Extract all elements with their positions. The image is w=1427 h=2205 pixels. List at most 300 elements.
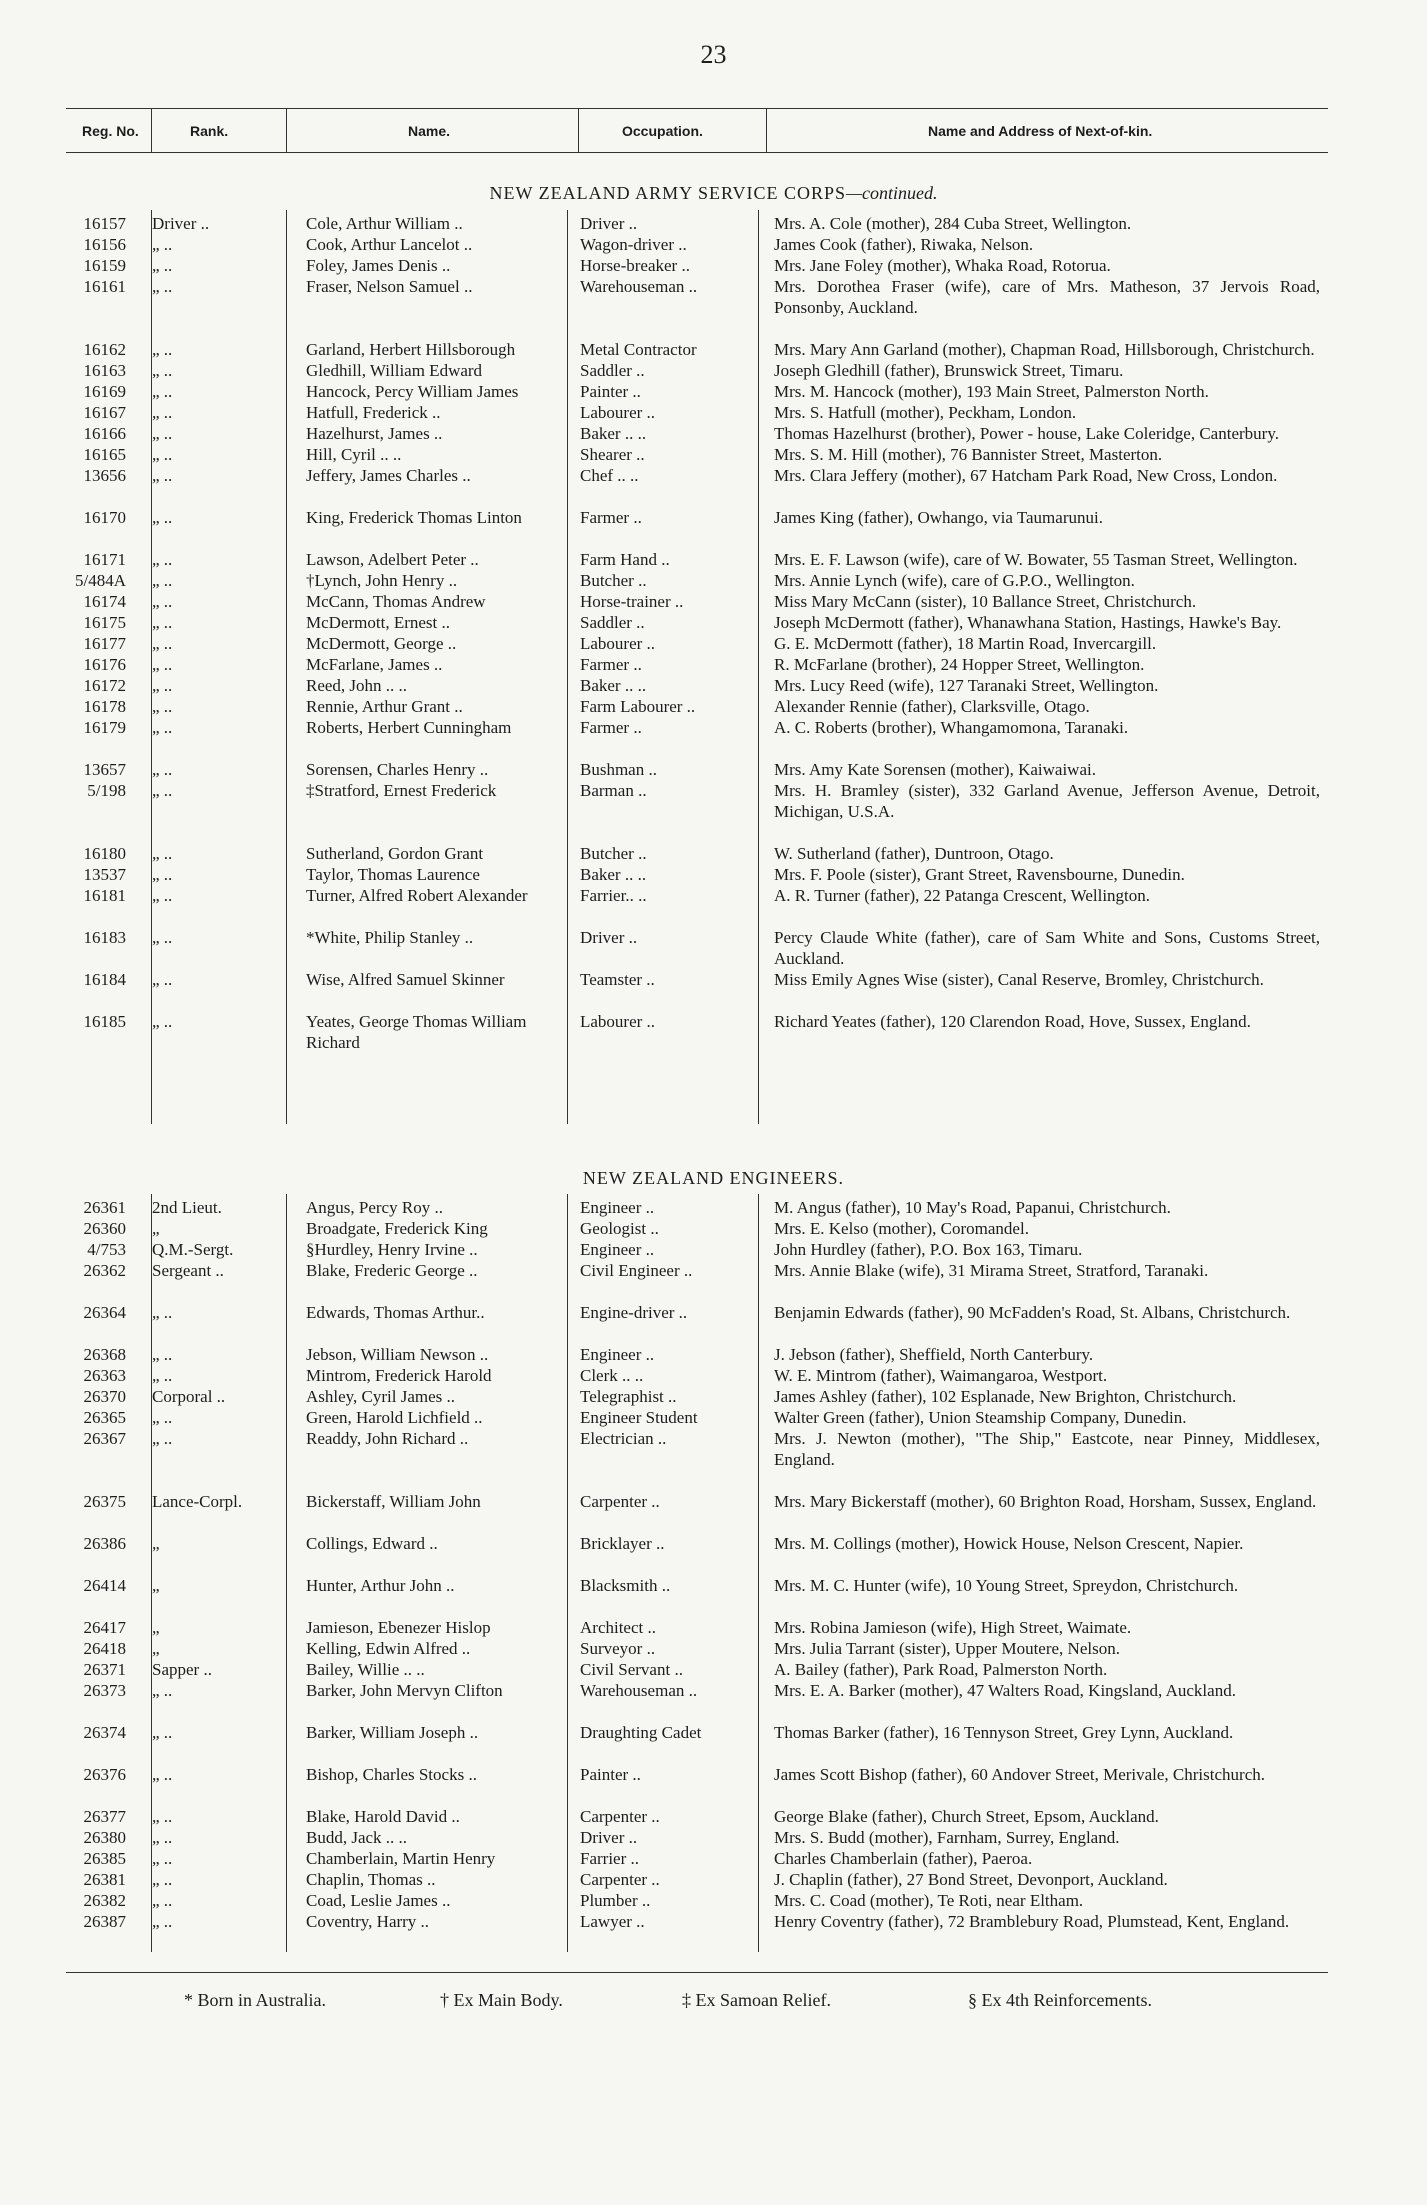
rank-cell: „ .. [152,1366,173,1385]
table-row [0,444,1427,465]
occupation-cell: Draughting Cadet [580,1723,702,1742]
table-row [0,465,1427,486]
reg-no-cell: 16180 [83,844,126,863]
occupation-cell: Engine-driver .. [580,1303,688,1322]
table-row [0,1827,1427,1848]
rank-cell: „ .. [152,550,173,569]
table-row [0,1722,1427,1743]
section-title-suffix: —continued. [846,183,938,203]
next-of-kin-cell: Mrs. Annie Lynch (wife), care of G.P.O., Wellington. [774,571,1135,590]
name-cell: Hill, Cyril .. .. [306,445,402,464]
rank-cell: „ .. [152,886,173,905]
name-cell: McFarlane, James .. [306,655,443,674]
table-row [0,570,1427,591]
rank-cell: „ .. [152,781,173,800]
name-cell: Barker, John Mervyn Clifton [306,1681,503,1700]
table-row [0,1869,1427,1890]
name-cell: Jebson, William Newson .. [306,1345,489,1364]
name-cell: Barker, William Joseph .. [306,1723,479,1742]
occupation-cell: Engineer Student [580,1408,698,1427]
next-of-kin-cell: James Ashley (father), 102 Esplanade, New Brighton, Christchurch. [774,1387,1237,1406]
rank-cell: „ .. [152,571,173,590]
reg-no-cell: 26376 [83,1765,126,1784]
table-row [0,696,1427,717]
section-title-text: NEW ZEALAND ARMY SERVICE CORPS [489,183,847,203]
rank-cell: „ [152,1219,160,1238]
table-row [0,780,1427,822]
occupation-cell: Barman .. [580,781,647,800]
reg-no-cell: 16157 [83,214,126,233]
table-row [0,1806,1427,1827]
rank-cell: Corporal .. [152,1387,226,1406]
name-cell: Hatfull, Frederick .. [306,403,441,422]
next-of-kin-cell: Walter Green (father), Union Steamship Company, Dunedin. [774,1408,1187,1427]
rank-cell: „ .. [152,1303,173,1322]
name-cell: Readdy, John Richard .. [306,1429,469,1448]
occupation-cell: Baker .. .. [580,676,647,695]
table-row [0,1386,1427,1407]
rank-cell: „ .. [152,1681,173,1700]
reg-no-cell: 5/198 [87,781,126,800]
table-row [0,276,1427,318]
name-cell: Turner, Alfred Robert Alexander [306,886,528,905]
next-of-kin-cell: Mrs. A. Cole (mother), 284 Cuba Street, Wellington. [774,214,1132,233]
next-of-kin-cell: G. E. McDermott (father), 18 Martin Road, Invercargill. [774,634,1157,653]
table-row [0,612,1427,633]
table-row [0,1428,1427,1470]
occupation-cell: Geologist .. [580,1219,659,1238]
name-cell: Blake, Frederic George .. [306,1261,478,1280]
reg-no-cell: 16184 [83,970,126,989]
table-row [0,1344,1427,1365]
reg-no-cell: 16185 [83,1012,126,1031]
header-top-rule [66,108,1328,109]
reg-no-cell: 26387 [83,1912,126,1931]
name-cell: Collings, Edward .. [306,1534,438,1553]
rank-cell: „ .. [152,1849,173,1868]
next-of-kin-cell: Percy Claude White (father), care of Sam White and Sons, Customs Street, Auckland. [774,928,1320,968]
occupation-cell: Plumber .. [580,1891,651,1910]
reg-no-cell: 26364 [83,1303,126,1322]
next-of-kin-cell: Miss Mary McCann (sister), 10 Ballance Street, Christchurch. [774,592,1197,611]
next-of-kin-cell: Mrs. E. Kelso (mother), Coromandel. [774,1219,1029,1238]
name-cell: Bailey, Willie .. .. [306,1660,425,1679]
name-cell: Cook, Arthur Lancelot .. [306,235,473,254]
reg-no-cell: 26385 [83,1849,126,1868]
occupation-cell: Engineer .. [580,1240,655,1259]
name-cell: Wise, Alfred Samuel Skinner [306,970,505,989]
rank-cell: „ .. [152,382,173,401]
name-cell: Edwards, Thomas Arthur.. [306,1303,485,1322]
table-row [0,1911,1427,1932]
table-row [0,1407,1427,1428]
rows-nzasc [0,213,1427,1053]
table-row [0,549,1427,570]
name-cell: Kelling, Edwin Alfred .. [306,1639,471,1658]
occupation-cell: Chef .. .. [580,466,639,485]
reg-no-cell: 26371 [83,1660,126,1679]
next-of-kin-cell: Mrs. Dorothea Fraser (wife), care of Mrs. Matheson, 37 Jervois Road, Ponsonby, Auckland. [774,277,1320,317]
reg-no-cell: 16161 [83,277,126,296]
reg-no-cell: 26418 [83,1639,126,1658]
occupation-cell: Driver .. [580,214,638,233]
footnote-ex-main-body: † Ex Main Body. [440,1990,563,2010]
rank-cell: „ .. [152,1429,173,1448]
name-cell: Hazelhurst, James .. [306,424,443,443]
next-of-kin-cell: Benjamin Edwards (father), 90 McFadden's Road, St. Albans, Christchurch. [774,1303,1291,1322]
name-cell: Yeates, George Thomas William Richard [306,1012,527,1052]
occupation-cell: Labourer .. [580,403,656,422]
occupation-cell: Civil Engineer .. [580,1261,693,1280]
reg-no-cell: 13657 [83,760,126,779]
name-cell: Chamberlain, Martin Henry [306,1849,496,1868]
name-cell: Foley, James Denis .. [306,256,451,275]
reg-no-cell: 16165 [83,445,126,464]
occupation-cell: Farmer .. [580,508,642,527]
name-cell: Sorensen, Charles Henry .. [306,760,489,779]
reg-no-cell: 4/753 [87,1240,126,1259]
header-separator-1 [151,108,152,152]
next-of-kin-cell: Mrs. Clara Jeffery (mother), 67 Hatcham Park Road, New Cross, London. [774,466,1278,485]
reg-no-cell: 16174 [83,592,126,611]
rank-cell: „ .. [152,1870,173,1889]
name-cell: *White, Philip Stanley .. [306,928,474,947]
table-row [0,1197,1427,1218]
reg-no-cell: 5/484A [75,571,126,590]
rank-cell: „ .. [152,256,173,275]
table-row [0,654,1427,675]
occupation-cell: Wagon-driver .. [580,235,687,254]
reg-no-cell: 26414 [83,1576,126,1595]
table-row [0,507,1427,528]
name-cell: Roberts, Herbert Cunningham [306,718,512,737]
next-of-kin-cell: Mrs. M. Collings (mother), Howick House, Nelson Crescent, Napier. [774,1534,1244,1553]
next-of-kin-cell: J. Jebson (father), Sheffield, North Canterbury. [774,1345,1094,1364]
reg-no-cell: 16156 [83,235,126,254]
rank-cell: „ [152,1618,160,1637]
rank-cell: „ .. [152,1012,173,1031]
occupation-cell: Driver .. [580,1828,638,1847]
name-cell: Ashley, Cyril James .. [306,1387,456,1406]
rank-cell: Sergeant .. [152,1261,224,1280]
rank-cell: 2nd Lieut. [152,1198,222,1217]
rank-cell: „ .. [152,655,173,674]
next-of-kin-cell: Mrs. Julia Tarrant (sister), Upper Moutere, Nelson. [774,1639,1120,1658]
rank-cell: „ .. [152,760,173,779]
next-of-kin-cell: A. R. Turner (father), 22 Patanga Crescent, Wellington. [774,886,1151,905]
rank-cell: „ .. [152,403,173,422]
reg-no-cell: 16175 [83,613,126,632]
name-cell: Broadgate, Frederick King [306,1219,488,1238]
name-cell: Taylor, Thomas Laurence [306,865,480,884]
occupation-cell: Warehouseman .. [580,277,698,296]
rank-cell: „ .. [152,277,173,296]
footnote-ex-samoan-relief: ‡ Ex Samoan Relief. [682,1990,831,2010]
reg-no-cell: 26374 [83,1723,126,1742]
reg-no-cell: 16179 [83,718,126,737]
occupation-cell: Baker .. .. [580,424,647,443]
name-cell: Jamieson, Ebenezer Hislop [306,1618,491,1637]
header-separator-4 [766,108,767,152]
reg-no-cell: 26375 [83,1492,126,1511]
name-cell: Garland, Herbert Hillsborough [306,340,516,359]
name-cell: Fraser, Nelson Samuel .. [306,277,473,296]
table-row [0,234,1427,255]
rank-cell: „ .. [152,718,173,737]
name-cell: McDermott, Ernest .. [306,613,450,632]
name-cell: ‡Stratford, Ernest Frederick [306,781,497,800]
section-title-nze [0,1168,1427,1189]
next-of-kin-cell: Richard Yeates (father), 120 Clarendon Road, Hove, Sussex, England. [774,1012,1251,1031]
next-of-kin-cell: Mrs. S. Budd (mother), Farnham, Surrey, England. [774,1828,1120,1847]
reg-no-cell: 16166 [83,424,126,443]
table-row [0,1659,1427,1680]
occupation-cell: Civil Servant .. [580,1660,683,1679]
table-row [0,1239,1427,1260]
rank-cell: „ .. [152,508,173,527]
occupation-cell: Baker .. .. [580,865,647,884]
table-row [0,1638,1427,1659]
next-of-kin-cell: M. Angus (father), 10 May's Road, Papanui, Christchurch. [774,1198,1171,1217]
name-cell: Gledhill, William Edward [306,361,483,380]
next-of-kin-cell: Mrs. Annie Blake (wife), 31 Mirama Street, Stratford, Taranaki. [774,1261,1209,1280]
occupation-cell: Horse-trainer .. [580,592,684,611]
table-row [0,1302,1427,1323]
name-cell: Hunter, Arthur John .. [306,1576,455,1595]
occupation-cell: Painter .. [580,382,641,401]
name-cell: Coad, Leslie James .. [306,1891,451,1910]
rank-cell: „ .. [152,1408,173,1427]
rank-cell: „ .. [152,424,173,443]
occupation-cell: Clerk .. .. [580,1366,644,1385]
name-cell: Lawson, Adelbert Peter .. [306,550,479,569]
table-row [0,423,1427,444]
table-row [0,213,1427,234]
name-cell: Hancock, Percy William James [306,382,519,401]
table-row [0,1764,1427,1785]
occupation-cell: Carpenter .. [580,1870,660,1889]
rank-cell: „ .. [152,865,173,884]
header-next-of-kin: Name and Address of Next-of-kin. [928,123,1153,139]
table-row [0,885,1427,906]
name-cell: King, Frederick Thomas Linton [306,508,522,527]
occupation-cell: Electrician .. [580,1429,667,1448]
rank-cell: „ .. [152,466,173,485]
name-cell: Bickerstaff, William John [306,1492,481,1511]
table-row [0,675,1427,696]
table-row [0,1617,1427,1638]
next-of-kin-cell: Mrs. J. Newton (mother), "The Ship," Eastcote, near Pinney, Middlesex, England. [774,1429,1320,1469]
rank-cell: „ .. [152,928,173,947]
rank-cell: „ .. [152,1723,173,1742]
section-title-text: NEW ZEALAND ENGINEERS. [582,1168,845,1188]
table-row [0,255,1427,276]
name-cell: Mintrom, Frederick Harold [306,1366,492,1385]
table-row [0,843,1427,864]
table-row [0,1260,1427,1281]
name-cell: Jeffery, James Charles .. [306,466,471,485]
occupation-cell: Teamster .. [580,970,655,989]
next-of-kin-cell: Thomas Barker (father), 16 Tennyson Street, Grey Lynn, Auckland. [774,1723,1234,1742]
next-of-kin-cell: Mrs. F. Poole (sister), Grant Street, Ravensbourne, Dunedin. [774,865,1185,884]
reg-no-cell: 26386 [83,1534,126,1553]
next-of-kin-cell: John Hurdley (father), P.O. Box 163, Timaru. [774,1240,1083,1259]
next-of-kin-cell: Mrs. Mary Bickerstaff (mother), 60 Brighton Road, Horsham, Sussex, England. [774,1492,1317,1511]
footnote-born-australia: * Born in Australia. [184,1990,326,2010]
next-of-kin-cell: A. C. Roberts (brother), Whangamomona, Taranaki. [774,718,1129,737]
occupation-cell: Painter .. [580,1765,641,1784]
next-of-kin-cell: Joseph Gledhill (father), Brunswick Street, Timaru. [774,361,1124,380]
footnote-ex-4th-reinforcements: § Ex 4th Reinforcements. [968,1990,1152,2010]
name-cell: Rennie, Arthur Grant .. [306,697,463,716]
reg-no-cell: 26368 [83,1345,126,1364]
reg-no-cell: 16167 [83,403,126,422]
next-of-kin-cell: Alexander Rennie (father), Clarksville, Otago. [774,697,1090,716]
name-cell: §Hurdley, Henry Irvine .. [306,1240,478,1259]
table-row [0,717,1427,738]
rows-nze [0,1197,1427,1932]
rank-cell: Driver .. [152,214,210,233]
name-cell: Budd, Jack .. .. [306,1828,408,1847]
occupation-cell: Labourer .. [580,634,656,653]
next-of-kin-cell: J. Chaplin (father), 27 Bond Street, Devonport, Auckland. [774,1870,1168,1889]
next-of-kin-cell: Mrs. E. F. Lawson (wife), care of W. Bowater, 55 Tasman Street, Wellington. [774,550,1298,569]
next-of-kin-cell: Mrs. E. A. Barker (mother), 47 Walters Road, Kingsland, Auckland. [774,1681,1236,1700]
next-of-kin-cell: Mrs. C. Coad (mother), Te Roti, near Eltham. [774,1891,1084,1910]
occupation-cell: Architect .. [580,1618,656,1637]
name-cell: Sutherland, Gordon Grant [306,844,484,863]
name-cell: Bishop, Charles Stocks .. [306,1765,477,1784]
next-of-kin-cell: Mrs. Robina Jamieson (wife), High Street, Waimate. [774,1618,1132,1637]
reg-no-cell: 26362 [83,1261,126,1280]
occupation-cell: Horse-breaker .. [580,256,690,275]
rank-cell: „ .. [152,235,173,254]
next-of-kin-cell: Mrs. M. Hancock (mother), 193 Main Street, Palmerston North. [774,382,1209,401]
rank-cell: „ .. [152,1345,173,1364]
reg-no-cell: 26360 [83,1219,126,1238]
name-cell: Green, Harold Lichfield .. [306,1408,483,1427]
next-of-kin-cell: R. McFarlane (brother), 24 Hopper Street, Wellington. [774,655,1145,674]
name-cell: McCann, Thomas Andrew [306,592,486,611]
rank-cell: „ .. [152,1912,173,1931]
rank-cell: „ [152,1576,160,1595]
next-of-kin-cell: Thomas Hazelhurst (brother), Power - house, Lake Coleridge, Canterbury. [774,424,1279,443]
next-of-kin-cell: George Blake (father), Church Street, Epsom, Auckland. [774,1807,1159,1826]
occupation-cell: Bricklayer .. [580,1534,665,1553]
next-of-kin-cell: W. E. Mintrom (father), Waimangaroa, Westport. [774,1366,1108,1385]
table-row [0,591,1427,612]
name-cell: Coventry, Harry .. [306,1912,430,1931]
occupation-cell: Farmer .. [580,718,642,737]
rank-cell: „ .. [152,613,173,632]
header-occupation: Occupation. [622,123,703,139]
occupation-cell: Carpenter .. [580,1807,660,1826]
reg-no-cell: 26361 [83,1198,126,1217]
header-bottom-rule [66,152,1328,153]
reg-no-cell: 26365 [83,1408,126,1427]
header-separator-3 [578,108,579,152]
rank-cell: „ [152,1639,160,1658]
next-of-kin-cell: Mrs. Jane Foley (mother), Whaka Road, Rotorua. [774,256,1111,275]
next-of-kin-cell: Charles Chamberlain (father), Paeroa. [774,1849,1033,1868]
table-row [0,360,1427,381]
next-of-kin-cell: A. Bailey (father), Park Road, Palmerston North. [774,1660,1108,1679]
occupation-cell: Engineer .. [580,1345,655,1364]
rank-cell: „ [152,1534,160,1553]
next-of-kin-cell: Mrs. S. Hatfull (mother), Peckham, London. [774,403,1077,422]
reg-no-cell: 26367 [83,1429,126,1448]
occupation-cell: Bushman .. [580,760,657,779]
table-row [0,402,1427,423]
reg-no-cell: 16159 [83,256,126,275]
table-row [0,969,1427,990]
reg-no-cell: 26363 [83,1366,126,1385]
reg-no-cell: 16162 [83,340,126,359]
reg-no-cell: 16181 [83,886,126,905]
reg-no-cell: 16176 [83,655,126,674]
reg-no-cell: 16171 [83,550,126,569]
table-row [0,1218,1427,1239]
occupation-cell: Farm Labourer .. [580,697,696,716]
table-row [0,339,1427,360]
section-title-nzasc [0,183,1427,204]
rank-cell: „ .. [152,634,173,653]
next-of-kin-cell: Mrs. Amy Kate Sorensen (mother), Kaiwaiwai. [774,760,1096,779]
rank-cell: „ .. [152,1807,173,1826]
next-of-kin-cell: Mrs. Mary Ann Garland (mother), Chapman Road, Hillsborough, Christchurch. [774,340,1315,359]
reg-no-cell: 16178 [83,697,126,716]
reg-no-cell: 26377 [83,1807,126,1826]
occupation-cell: Engineer .. [580,1198,655,1217]
next-of-kin-cell: Mrs. M. C. Hunter (wife), 10 Young Street, Spreydon, Christchurch. [774,1576,1239,1595]
reg-no-cell: 26417 [83,1618,126,1637]
reg-no-cell: 13656 [83,466,126,485]
occupation-cell: Carpenter .. [580,1492,660,1511]
reg-no-cell: 26382 [83,1891,126,1910]
rank-cell: „ .. [152,1828,173,1847]
table-row [0,633,1427,654]
rank-cell: „ .. [152,676,173,695]
table-row [0,1533,1427,1554]
occupation-cell: Farmer .. [580,655,642,674]
rank-cell: „ .. [152,697,173,716]
reg-no-cell: 16183 [83,928,126,947]
occupation-cell: Farrier .. [580,1849,640,1868]
occupation-cell: Blacksmith .. [580,1576,671,1595]
table-row [0,927,1427,969]
occupation-cell: Shearer .. [580,445,645,464]
reg-no-cell: 26381 [83,1870,126,1889]
name-cell: McDermott, George .. [306,634,457,653]
occupation-cell: Butcher .. [580,571,647,590]
header-reg-no: Reg. No. [82,123,139,139]
reg-no-cell: 16169 [83,382,126,401]
occupation-cell: Saddler .. [580,361,645,380]
reg-no-cell: 16163 [83,361,126,380]
rank-cell: „ .. [152,340,173,359]
table-row [0,1890,1427,1911]
rank-cell: „ .. [152,844,173,863]
next-of-kin-cell: James King (father), Owhango, via Taumarunui. [774,508,1103,527]
rank-cell: „ .. [152,592,173,611]
footer-rule [66,1972,1328,1973]
next-of-kin-cell: W. Sutherland (father), Duntroon, Otago. [774,844,1054,863]
rank-cell: Q.M.-Sergt. [152,1240,234,1259]
rank-cell: „ .. [152,361,173,380]
occupation-cell: Telegraphist .. [580,1387,677,1406]
occupation-cell: Surveyor .. [580,1639,656,1658]
reg-no-cell: 13537 [83,865,126,884]
